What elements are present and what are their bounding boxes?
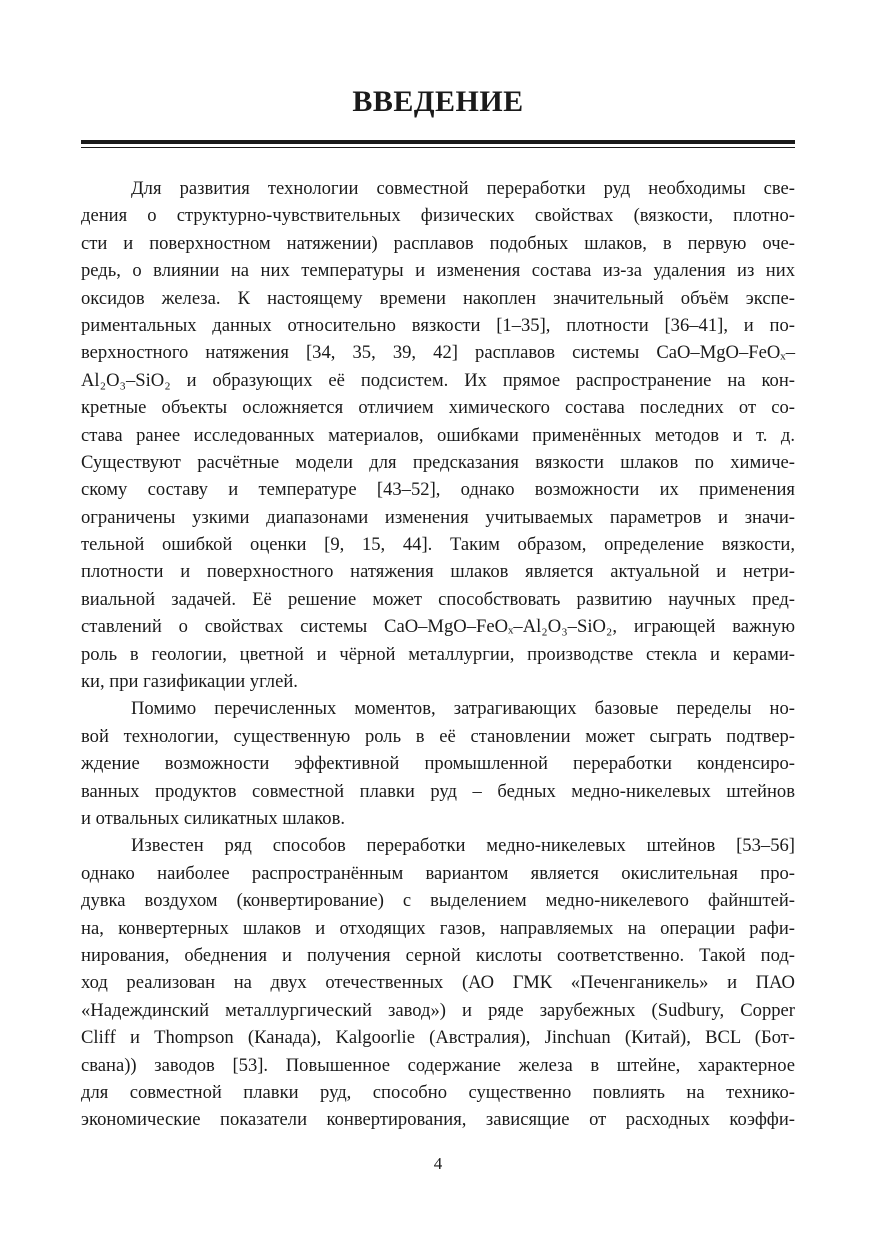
paragraph-line: оксидов железа. К настоящему времени накоплен значительный объём экспе- bbox=[81, 287, 795, 309]
paragraph-line: риментальных данных относительно вязкости [1–35], плотности [36–41], и по- bbox=[81, 314, 795, 336]
paragraph-line: «Надеждинский металлургический завод») и ряде зарубежных (Sudbury, Copper bbox=[81, 999, 795, 1021]
paragraph-2 bbox=[81, 695, 795, 832]
paragraph-line: виальной задачей. Её решение может способствовать развитию научных пред- bbox=[81, 588, 795, 610]
paragraph-line: скому составу и температуре [43–52], однако возможности их применения bbox=[81, 479, 795, 501]
paragraph-line: плотности и поверхностного натяжения шлаков является актуальной и нетри- bbox=[81, 561, 795, 583]
paragraph-3 bbox=[81, 832, 795, 1133]
paragraph-line: ждение возможности эффективной промышленной переработки конденсиро- bbox=[81, 753, 795, 775]
paragraph-line: Существуют расчётные модели для предсказания вязкости шлаков по химиче- bbox=[81, 451, 795, 473]
document-page bbox=[81, 0, 795, 1241]
paragraph-line: однако наиболее распространённым вариантом является окислительная про- bbox=[81, 862, 795, 884]
paragraph-line: тельной ошибкой оценки [9, 15, 44]. Таким образом, определение вязкости, bbox=[81, 534, 795, 556]
heading-rule-thick bbox=[81, 140, 795, 144]
paragraph-line: и отвальных силикатных шлаков. bbox=[81, 807, 346, 829]
paragraph-line: для совместной плавки руд, способно существенно повлиять на технико- bbox=[81, 1081, 795, 1103]
paragraph-line: вой технологии, существенную роль в её становлении может сыграть подтвер- bbox=[81, 725, 795, 747]
paragraph-line: дувка воздухом (конвертирование) с выделением медно-никелевого файнштей- bbox=[81, 890, 795, 912]
paragraph-line: верхностного натяжения [34, 35, 39, 42] расплавов системы CaO–MgO–FeOₓ– bbox=[81, 342, 795, 364]
paragraph-line: Для развития технологии совместной переработки руд необходимы све- bbox=[131, 178, 795, 199]
paragraph-line: Помимо перечисленных моментов, затрагивающих базовые переделы но- bbox=[131, 698, 795, 720]
paragraph-1 bbox=[81, 175, 795, 695]
page-heading: ВВЕДЕНИЕ bbox=[352, 85, 524, 118]
paragraph-line: Cliff и Thompson (Канада), Kalgoorlie (Австралия), Jinchuan (Китай), BCL (Бот- bbox=[81, 1027, 795, 1049]
paragraph-line: Al₂O₃–SiO₂ и образующих её подсистем. Их прямое распространение на кон- bbox=[81, 369, 795, 391]
body-text bbox=[81, 175, 795, 1134]
paragraph-line: на, конвертерных шлаков и отходящих газов, направляемых на операции рафи- bbox=[81, 917, 795, 939]
heading-rule-thin bbox=[81, 147, 795, 148]
paragraph-line: става ранее исследованных материалов, ошибками применённых методов и т. д. bbox=[81, 424, 795, 446]
paragraph-line: роль в геологии, цветной и чёрной металлургии, производстве стекла и керами- bbox=[81, 643, 795, 665]
paragraph-line: Известен ряд способов переработки медно-никелевых штейнов [53–56] bbox=[131, 835, 795, 857]
paragraph-line: кретные объекты осложняется отличием химического состава последних от со- bbox=[81, 397, 795, 419]
paragraph-line: свана)) заводов [53]. Повышенное содержание железа в штейне, характерное bbox=[81, 1054, 795, 1076]
paragraph-line: сти и поверхностном натяжении) расплавов подобных шлаков, в первую оче- bbox=[81, 232, 795, 254]
paragraph-line: ванных продуктов совместной плавки руд – бедных медно-никелевых штейнов bbox=[81, 780, 795, 802]
paragraph-line: экономические показатели конвертирования, зависящие от расходных коэффи- bbox=[81, 1109, 795, 1131]
paragraph-line: ставлений о свойствах системы CaO–MgO–FeOₓ–Al₂O₃–SiO₂, играющей важную bbox=[81, 616, 795, 638]
paragraph-line: нирования, обеднения и получения серной кислоты соответственно. Такой под- bbox=[81, 944, 795, 966]
paragraph-line: ход реализован на двух отечественных (АО ГМК «Печенганикель» и ПАО bbox=[81, 972, 795, 994]
paragraph-line: ки, при газификации углей. bbox=[81, 671, 298, 693]
paragraph-line: дения о структурно-чувствительных физических свойствах (вязкости, плотно- bbox=[81, 205, 795, 227]
page-number: 4 bbox=[433, 1154, 443, 1173]
paragraph-line: редь, о влиянии на них температуры и изменения состава из-за удаления из них bbox=[81, 260, 795, 282]
paragraph-line: ограничены узкими диапазонами изменения учитываемых параметров и значи- bbox=[81, 506, 795, 528]
